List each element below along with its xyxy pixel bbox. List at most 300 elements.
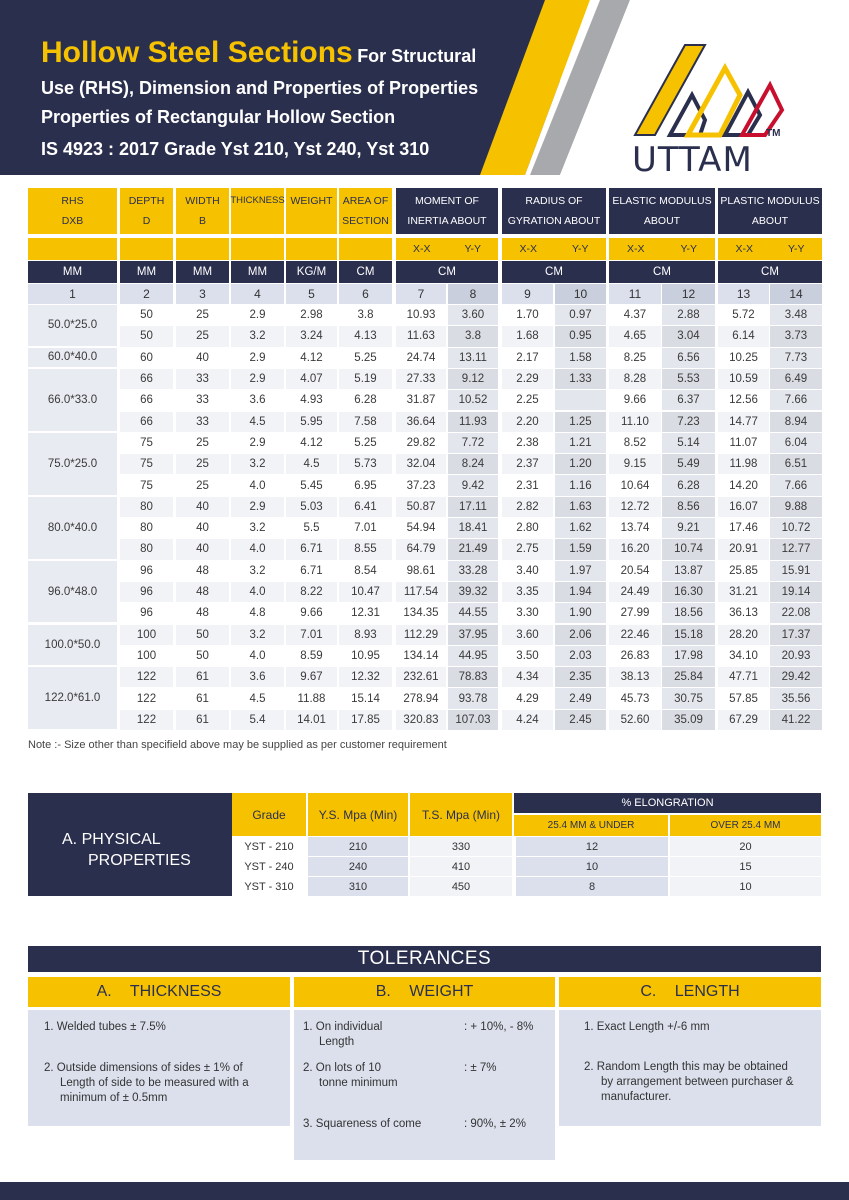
table-cell: 11.93 <box>448 412 498 432</box>
title-line-4: IS 4923 : 2017 Grade Yst 210, Yst 240, Yst 310 <box>41 139 430 159</box>
physical-value-cell: 10 <box>668 877 821 896</box>
table-cell: 4.0 <box>231 646 284 666</box>
rhs-size-label: 122.0*61.0 <box>28 667 117 729</box>
table-cell: 2.06 <box>555 625 606 645</box>
table-cell: 5.73 <box>339 454 392 474</box>
title-rest: For Structural <box>357 46 477 66</box>
col-number: 9 <box>502 284 553 304</box>
table-cell: 4.5 <box>231 688 284 708</box>
blank-depth <box>120 238 173 260</box>
table-cell: 6.04 <box>770 433 822 453</box>
table-cell: 9.15 <box>609 454 661 474</box>
table-cell: 9.12 <box>448 369 498 389</box>
table-cell: 36.64 <box>396 412 446 432</box>
table-cell: 13.74 <box>609 518 661 538</box>
axis-radius <box>502 238 606 260</box>
table-cell: 3.73 <box>770 326 822 346</box>
table-cell: 40 <box>176 539 229 559</box>
table-cell: 17.37 <box>770 625 822 645</box>
table-cell: 6.28 <box>339 390 392 410</box>
table-cell: 39.32 <box>448 582 498 602</box>
table-cell: 37.23 <box>396 475 446 495</box>
table-cell: 3.40 <box>502 561 553 581</box>
table-cell: 4.93 <box>286 390 337 410</box>
table-cell: 6.71 <box>286 539 337 559</box>
unit-elastic: CM <box>609 261 715 283</box>
table-cell: 3.6 <box>231 667 284 687</box>
table-cell: 122 <box>120 688 173 708</box>
table-cell: 40 <box>176 497 229 517</box>
table-cell: 13.11 <box>448 348 498 368</box>
table-cell: 35.09 <box>662 710 715 730</box>
col-number: 1 <box>28 284 117 304</box>
table-cell: 11.63 <box>396 326 446 346</box>
title-highlight: Hollow Steel Sections <box>41 36 353 69</box>
header-rhs-line1: RHS <box>61 195 84 207</box>
header-thickness <box>231 188 284 234</box>
table-cell: 1.33 <box>555 369 606 389</box>
unit-depth: MM <box>120 261 173 283</box>
table-cell: 18.56 <box>662 603 715 623</box>
table-cell: 1.20 <box>555 454 606 474</box>
rhs-size-label: 100.0*50.0 <box>28 625 117 666</box>
trademark: TM <box>766 128 781 139</box>
table-cell: 278.94 <box>396 688 446 708</box>
table-cell: 4.0 <box>231 582 284 602</box>
table-cell: 4.0 <box>231 539 284 559</box>
table-cell: 3.35 <box>502 582 553 602</box>
table-cell: 4.29 <box>502 688 553 708</box>
table-cell: 66 <box>120 412 173 432</box>
table-cell: 32.04 <box>396 454 446 474</box>
header-elastic-line2: ABOUT <box>643 215 681 227</box>
table-cell: 12.32 <box>339 667 392 687</box>
title-line-3: Properties of Rectangular Hollow Section <box>41 107 396 127</box>
table-cell: 134.14 <box>396 646 446 666</box>
table-cell: 6.71 <box>286 561 337 581</box>
weight-item-3-value: : 90%, ± 2% <box>464 1118 526 1130</box>
table-cell: 15.14 <box>339 688 392 708</box>
table-cell: 5.72 <box>718 305 769 325</box>
table-cell: 4.34 <box>502 667 553 687</box>
table-cell: 122 <box>120 710 173 730</box>
physical-value-cell: 210 <box>306 837 408 856</box>
table-cell: 37.95 <box>448 625 498 645</box>
table-cell: 20.54 <box>609 561 661 581</box>
unit-rhs: MM <box>28 261 117 283</box>
table-cell: 3.8 <box>448 326 498 346</box>
table-cell: 4.12 <box>286 348 337 368</box>
table-cell: 48 <box>176 582 229 602</box>
table-cell: 67.29 <box>718 710 769 730</box>
table-cell: 61 <box>176 688 229 708</box>
table-cell: 2.49 <box>555 688 606 708</box>
phys-header-under: 25.4 MM & UNDER <box>514 815 668 836</box>
table-cell: 10.59 <box>718 369 769 389</box>
table-cell: 1.59 <box>555 539 606 559</box>
table-cell: 6.41 <box>339 497 392 517</box>
table-cell: 7.58 <box>339 412 392 432</box>
table-cell: 31.87 <box>396 390 446 410</box>
physical-value-cell: 12 <box>514 837 668 856</box>
table-cell: 1.94 <box>555 582 606 602</box>
table-cell: 20.93 <box>770 646 822 666</box>
table-cell: 25.85 <box>718 561 769 581</box>
length-item-2-line2: by arrangement between purchaser & <box>601 1076 794 1088</box>
table-cell: 19.14 <box>770 582 822 602</box>
table-cell: 93.78 <box>448 688 498 708</box>
thickness-item-2-line3: minimum of ± 0.5mm <box>60 1092 168 1104</box>
rhs-size-label: 96.0*48.0 <box>28 561 117 623</box>
length-item-1: 1. Exact Length +/-6 mm <box>584 1021 710 1033</box>
table-cell: 5.19 <box>339 369 392 389</box>
axis-xx: X-X <box>626 243 645 255</box>
table-cell: 66 <box>120 369 173 389</box>
header-plastic-line2: ABOUT <box>751 215 789 227</box>
unit-thickness: MM <box>231 261 284 283</box>
header-rhs <box>28 188 117 234</box>
table-cell: 15.18 <box>662 625 715 645</box>
table-cell: 66 <box>120 390 173 410</box>
table-cell: 25 <box>176 454 229 474</box>
table-cell: 117.54 <box>396 582 446 602</box>
table-cell: 2.98 <box>286 305 337 325</box>
table-cell: 5.95 <box>286 412 337 432</box>
table-cell: 7.23 <box>662 412 715 432</box>
tol-head-weight: B. WEIGHT <box>294 977 555 1007</box>
table-cell: 47.71 <box>718 667 769 687</box>
physical-label-2: PROPERTIES <box>88 852 191 869</box>
table-cell: 4.12 <box>286 433 337 453</box>
table-cell: 14.20 <box>718 475 769 495</box>
tolerances-title: TOLERANCES <box>28 946 821 972</box>
table-cell: 3.30 <box>502 603 553 623</box>
blank-weight <box>286 238 337 260</box>
col-number: 11 <box>609 284 661 304</box>
table-cell: 29.82 <box>396 433 446 453</box>
table-cell: 1.97 <box>555 561 606 581</box>
table-cell: 24.49 <box>609 582 661 602</box>
table-cell: 11.98 <box>718 454 769 474</box>
phys-header-over: OVER 25.4 MM <box>668 815 821 836</box>
table-cell: 3.24 <box>286 326 337 346</box>
table-cell: 2.9 <box>231 369 284 389</box>
header-width-line1: WIDTH <box>185 195 220 207</box>
header-width-line2: B <box>198 215 206 227</box>
physical-value-cell: 310 <box>306 877 408 896</box>
thickness-item-2-line2: Length of side to be measured with a <box>60 1077 249 1089</box>
table-cell: 11.07 <box>718 433 769 453</box>
table-cell: 10.72 <box>770 518 822 538</box>
table-cell: 30.75 <box>662 688 715 708</box>
table-cell: 5.4 <box>231 710 284 730</box>
table-cell: 1.70 <box>502 305 553 325</box>
table-cell: 80 <box>120 497 173 517</box>
axis-yy: Y-Y <box>464 243 482 255</box>
axis-xx: X-X <box>735 243 753 255</box>
axis-moment <box>396 238 498 260</box>
table-cell: 61 <box>176 710 229 730</box>
table-cell: 3.2 <box>231 518 284 538</box>
table-cell: 2.75 <box>502 539 553 559</box>
table-cell: 50 <box>176 646 229 666</box>
header-moment <box>396 188 498 234</box>
table-cell: 9.42 <box>448 475 498 495</box>
table-cell: 7.01 <box>286 625 337 645</box>
table-cell: 9.66 <box>286 603 337 623</box>
table-cell: 75 <box>120 475 173 495</box>
unit-plastic: CM <box>718 261 822 283</box>
table-cell: 8.22 <box>286 582 337 602</box>
table-cell: 7.66 <box>770 390 822 410</box>
physical-value-cell: 410 <box>408 857 512 876</box>
table-cell: 2.37 <box>502 454 553 474</box>
table-cell: 6.56 <box>662 348 715 368</box>
table-cell: 8.52 <box>609 433 661 453</box>
table-cell: 44.55 <box>448 603 498 623</box>
table-cell: 40 <box>176 518 229 538</box>
table-cell: 10.52 <box>448 390 498 410</box>
weight-item-2-value: : ± 7% <box>464 1062 497 1074</box>
table-cell: 25 <box>176 475 229 495</box>
table-cell: 2.45 <box>555 710 606 730</box>
table-cell: 3.2 <box>231 454 284 474</box>
table-cell: 96 <box>120 561 173 581</box>
header-depth-line2: D <box>142 215 151 227</box>
table-cell: 1.21 <box>555 433 606 453</box>
table-cell: 12.77 <box>770 539 822 559</box>
table-cell: 4.0 <box>231 475 284 495</box>
table-cell: 5.25 <box>339 433 392 453</box>
table-cell: 17.85 <box>339 710 392 730</box>
table-cell: 50.87 <box>396 497 446 517</box>
table-cell: 13.87 <box>662 561 715 581</box>
rhs-size-label: 80.0*40.0 <box>28 497 117 559</box>
physical-value-cell: 240 <box>306 857 408 876</box>
table-cell: 1.16 <box>555 475 606 495</box>
table-cell: 48 <box>176 603 229 623</box>
table-cell: 0.95 <box>555 326 606 346</box>
table-cell: 8.24 <box>448 454 498 474</box>
weight-item-3: 3. Squareness of come <box>303 1118 422 1130</box>
col-number: 13 <box>718 284 769 304</box>
table-cell: 4.5 <box>231 412 284 432</box>
table-cell: 3.2 <box>231 625 284 645</box>
header-elastic <box>609 188 715 234</box>
table-cell: 8.94 <box>770 412 822 432</box>
brand-name: UTTAM <box>632 140 753 180</box>
header-weight-text: WEIGHT <box>290 195 333 207</box>
rhs-size-label: 75.0*25.0 <box>28 433 117 495</box>
blank-thickness <box>231 238 284 260</box>
title-line-2: Use (RHS), Dimension and Properties of Properties <box>41 78 479 98</box>
table-cell: 24.74 <box>396 348 446 368</box>
table-cell: 33.28 <box>448 561 498 581</box>
table-cell: 1.25 <box>555 412 606 432</box>
table-cell: 25 <box>176 305 229 325</box>
rhs-size-label: 60.0*40.0 <box>28 348 117 367</box>
length-item-2-line3: manufacturer. <box>601 1091 672 1103</box>
phys-header-grade: Grade <box>232 793 306 836</box>
table-cell: 2.9 <box>231 433 284 453</box>
table-cell: 7.01 <box>339 518 392 538</box>
title-line-1 <box>41 36 476 70</box>
weight-item-1-line2: Length <box>319 1036 355 1048</box>
table-cell: 52.60 <box>609 710 661 730</box>
weight-item-1-value: : + 10%, - 8% <box>464 1021 534 1033</box>
table-cell: 33 <box>176 412 229 432</box>
table-cell: 2.82 <box>502 497 553 517</box>
col-number: 7 <box>396 284 446 304</box>
header-depth-line1: DEPTH <box>128 195 165 207</box>
table-cell: 12.31 <box>339 603 392 623</box>
table-cell: 3.2 <box>231 326 284 346</box>
table-cell: 28.20 <box>718 625 769 645</box>
table-cell: 96 <box>120 603 173 623</box>
table-cell: 25 <box>176 326 229 346</box>
table-cell: 17.11 <box>448 497 498 517</box>
table-cell: 50 <box>120 326 173 346</box>
table-cell: 6.49 <box>770 369 822 389</box>
table-cell: 27.99 <box>609 603 661 623</box>
grade-cell: YST - 310 <box>232 877 306 896</box>
table-cell: 96 <box>120 582 173 602</box>
header-rhs-line2: DXB <box>61 215 84 227</box>
col-number: 12 <box>662 284 715 304</box>
header-plastic <box>718 188 822 234</box>
table-cell: 100 <box>120 625 173 645</box>
axis-yy: Y-Y <box>680 243 698 255</box>
table-cell: 4.5 <box>286 454 337 474</box>
table-cell: 10.25 <box>718 348 769 368</box>
table-cell: 3.2 <box>231 561 284 581</box>
tol-head-length: C. LENGTH <box>559 977 821 1007</box>
header-area-line2: SECTION <box>342 215 389 227</box>
table-cell: 33 <box>176 369 229 389</box>
table-cell: 6.14 <box>718 326 769 346</box>
table-cell: 112.29 <box>396 625 446 645</box>
table-cell: 2.17 <box>502 348 553 368</box>
table-cell: 2.35 <box>555 667 606 687</box>
col-number: 10 <box>555 284 606 304</box>
rhs-size-label: 50.0*25.0 <box>28 305 117 346</box>
tol-head-thickness: A. THICKNESS <box>28 977 290 1007</box>
table-cell: 35.56 <box>770 688 822 708</box>
table-cell: 5.49 <box>662 454 715 474</box>
table-cell: 21.49 <box>448 539 498 559</box>
header-width <box>176 188 229 234</box>
unit-width: MM <box>176 261 229 283</box>
header-radius-line1: RADIUS OF <box>525 195 583 207</box>
table-cell: 1.68 <box>502 326 553 346</box>
table-cell: 3.6 <box>231 390 284 410</box>
table-cell: 2.88 <box>662 305 715 325</box>
table-cell: 5.03 <box>286 497 337 517</box>
table-cell: 8.54 <box>339 561 392 581</box>
table-cell: 10.95 <box>339 646 392 666</box>
physical-value-cell: 330 <box>408 837 512 856</box>
header-radius <box>502 188 606 234</box>
header-plastic-line1: PLASTIC MODULUS <box>720 195 820 207</box>
axis-elastic <box>609 238 715 260</box>
table-cell: 3.60 <box>448 305 498 325</box>
header-thickness-text: THICKNESS <box>230 195 285 206</box>
table-cell: 100 <box>120 646 173 666</box>
table-cell: 1.63 <box>555 497 606 517</box>
table-cell: 3.04 <box>662 326 715 346</box>
table-cell: 10.93 <box>396 305 446 325</box>
physical-value-cell: 20 <box>668 837 821 856</box>
table-cell: 10.64 <box>609 475 661 495</box>
table-cell: 6.37 <box>662 390 715 410</box>
table-cell: 48 <box>176 561 229 581</box>
blank-area <box>339 238 392 260</box>
table-cell: 1.62 <box>555 518 606 538</box>
table-note: Note :- Size other than specifield above may be supplied as per customer requirement <box>28 739 447 751</box>
header-moment-line1: MOMENT OF <box>415 195 479 207</box>
table-cell: 11.10 <box>609 412 661 432</box>
table-cell: 2.25 <box>502 390 553 410</box>
footer-bar <box>0 1182 849 1200</box>
table-cell: 7.72 <box>448 433 498 453</box>
table-cell: 9.66 <box>609 390 661 410</box>
table-cell: 64.79 <box>396 539 446 559</box>
table-cell: 10.47 <box>339 582 392 602</box>
table-cell: 8.56 <box>662 497 715 517</box>
table-cell: 134.35 <box>396 603 446 623</box>
col-number: 14 <box>770 284 822 304</box>
table-cell: 5.25 <box>339 348 392 368</box>
blank-rhs <box>28 238 117 260</box>
table-cell: 232.61 <box>396 667 446 687</box>
weight-item-1-line1: 1. On individual <box>303 1021 383 1033</box>
table-cell: 8.93 <box>339 625 392 645</box>
table-cell: 2.20 <box>502 412 553 432</box>
table-cell: 34.10 <box>718 646 769 666</box>
header-depth <box>120 188 173 234</box>
table-cell: 1.90 <box>555 603 606 623</box>
header-area <box>339 188 392 234</box>
table-cell: 4.65 <box>609 326 661 346</box>
table-cell: 3.50 <box>502 646 553 666</box>
physical-value-cell: 10 <box>514 857 668 876</box>
table-cell: 14.01 <box>286 710 337 730</box>
table-cell <box>555 390 606 410</box>
table-cell: 7.73 <box>770 348 822 368</box>
table-cell: 75 <box>120 454 173 474</box>
table-cell: 38.13 <box>609 667 661 687</box>
table-cell: 25 <box>176 433 229 453</box>
table-cell: 78.83 <box>448 667 498 687</box>
table-cell: 31.21 <box>718 582 769 602</box>
weight-item-2-line1: 2. On lots of 10 <box>303 1062 381 1074</box>
table-cell: 2.9 <box>231 348 284 368</box>
table-cell: 6.28 <box>662 475 715 495</box>
table-cell: 9.88 <box>770 497 822 517</box>
table-cell: 0.97 <box>555 305 606 325</box>
unit-area: CM <box>339 261 392 283</box>
col-number: 3 <box>176 284 229 304</box>
rhs-size-label: 66.0*33.0 <box>28 369 117 431</box>
table-cell: 122 <box>120 667 173 687</box>
col-number: 4 <box>231 284 284 304</box>
grade-cell: YST - 210 <box>232 837 306 856</box>
table-cell: 4.8 <box>231 603 284 623</box>
table-cell: 2.38 <box>502 433 553 453</box>
table-cell: 4.24 <box>502 710 553 730</box>
table-cell: 80 <box>120 518 173 538</box>
table-cell: 16.20 <box>609 539 661 559</box>
